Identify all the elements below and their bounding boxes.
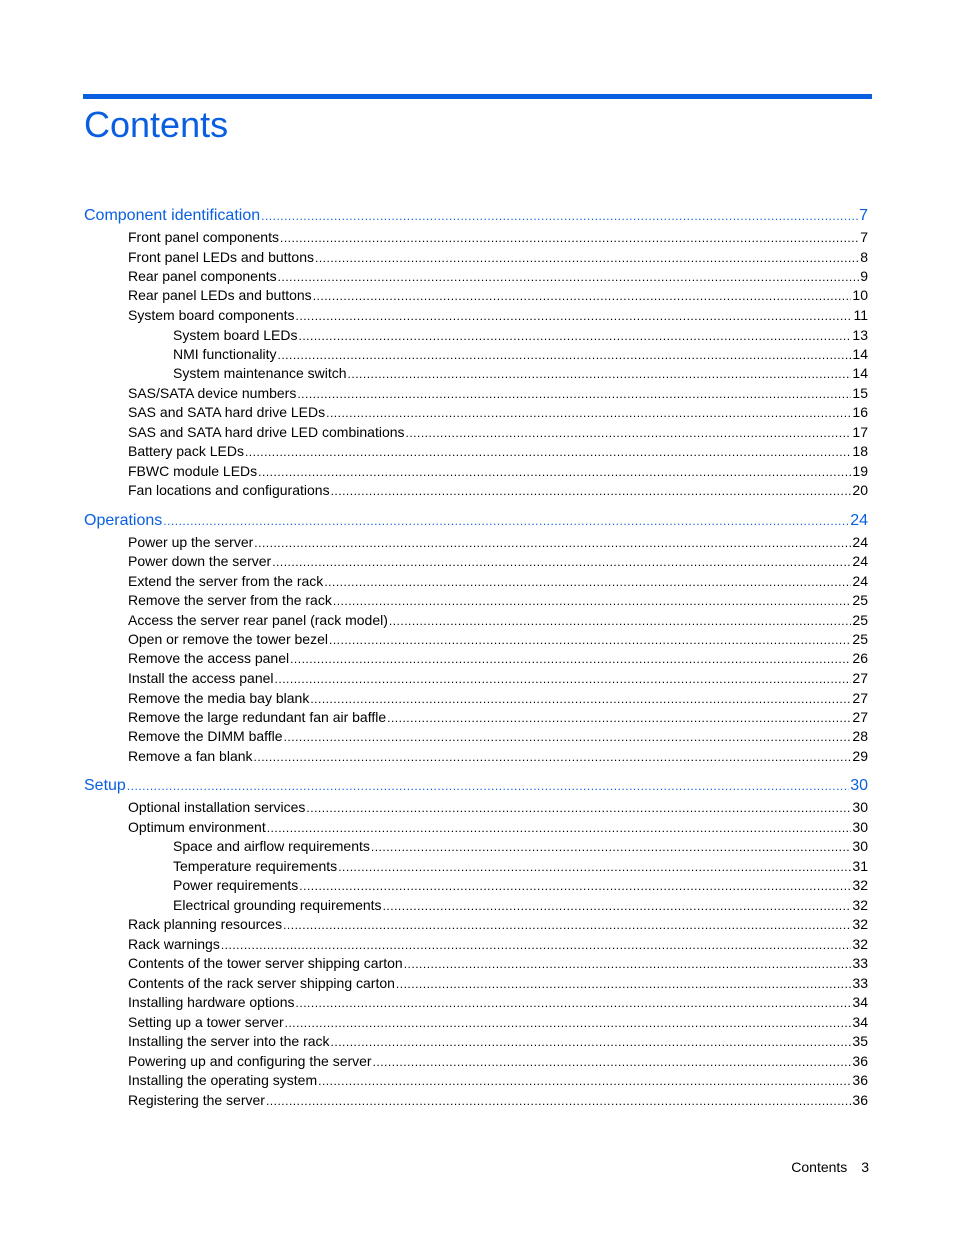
toc-entry-title: Remove a fan blank [128,748,253,764]
toc-entry-title: Fan locations and configurations [128,482,330,498]
toc-page-number: 10 [852,287,868,303]
toc-page-number: 33 [852,975,868,991]
toc-entry[interactable] [128,916,868,932]
toc-chapter[interactable] [84,777,868,795]
toc-entry-title: Installing the operating system [128,1072,318,1088]
toc-leader-dots [277,348,851,362]
toc-entry-title: Access the server rear panel (rack model) [128,612,388,628]
toc-entry-title: Installing the server into the rack [128,1033,330,1049]
toc-page-number: 9 [860,268,868,284]
toc-leader-dots [348,367,852,381]
toc-entry[interactable] [128,307,868,323]
toc-leader-dots [331,1035,852,1049]
toc-page-number: 14 [852,365,868,381]
toc-entry[interactable] [173,897,868,913]
toc-leader-dots [338,860,851,874]
toc-entry-title: Remove the media bay blank [128,690,310,706]
toc-entry-title: Rear panel LEDs and buttons [128,287,312,303]
toc-page-number: 34 [852,1014,868,1030]
toc-leader-dots [258,465,851,479]
toc-entry-title: Optimum environment [128,819,266,835]
toc-leader-dots [315,251,859,265]
toc-page-number: 15 [852,385,868,401]
toc-leader-dots [254,536,851,550]
toc-entry[interactable] [128,424,868,440]
toc-leader-dots [406,426,852,440]
toc-entry-title: Battery pack LEDs [128,443,244,459]
toc-page-number: 32 [852,897,868,913]
toc-entry[interactable] [128,1053,868,1069]
footer-label: Contents [791,1159,848,1175]
toc-leader-dots [278,270,860,284]
toc-entry[interactable] [128,612,868,628]
toc-page-number: 11 [853,307,868,323]
toc-page-number: 26 [852,650,868,666]
toc-entry[interactable] [128,404,868,420]
toc-page-number: 16 [852,404,868,420]
toc-entry-title: Rack warnings [128,936,220,952]
toc-entry[interactable] [128,955,868,971]
toc-entry-title: Install the access panel [128,670,274,686]
toc-entry-title: SAS and SATA hard drive LED combinations [128,424,405,440]
toc-leader-dots [254,750,852,764]
toc-entry[interactable] [128,1072,868,1088]
toc-entry[interactable] [128,728,868,744]
toc-leader-dots [387,711,851,725]
toc-page-number: 7 [859,207,868,224]
toc-page-number: 35 [852,1033,868,1049]
toc-entry-title: Operations [84,512,163,529]
toc-entry[interactable] [128,534,868,550]
toc-entry-title: Remove the server from the rack [128,592,332,608]
toc-entry[interactable] [173,327,868,343]
toc-page-number: 36 [852,1053,868,1069]
toc-leader-dots [299,329,852,343]
toc-entry[interactable] [128,249,868,265]
toc-leader-dots [261,209,858,223]
toc-entry[interactable] [128,385,868,401]
toc-entry[interactable] [128,1014,868,1030]
toc-leader-dots [324,575,851,589]
toc-leader-dots [326,406,851,420]
toc-entry-title: Setting up a tower server [128,1014,284,1030]
toc-entry-title: Contents of the tower server shipping carton [128,955,403,971]
page-footer [791,1159,869,1175]
toc-leader-dots [297,387,851,401]
toc-entry[interactable] [128,1033,868,1049]
toc-entry-title: Extend the server from the rack [128,573,324,589]
toc-entry-title: System board LEDs [173,327,298,343]
toc-leader-dots [396,977,852,991]
toc-page-number: 30 [852,838,868,854]
toc-page-number: 8 [860,249,868,265]
toc-entry[interactable] [128,592,868,608]
toc-page-number: 31 [852,858,868,874]
toc-entry-title: System maintenance switch [173,365,347,381]
toc-entry[interactable] [128,748,868,764]
toc-page-number: 36 [852,1092,868,1108]
toc-leader-dots [306,801,851,815]
toc-entry[interactable] [128,994,868,1010]
toc-page-number: 24 [850,512,868,529]
toc-page-number: 25 [852,592,868,608]
toc-page-number: 28 [852,728,868,744]
toc-chapter[interactable] [84,512,868,530]
toc-leader-dots [296,996,852,1010]
toc-leader-dots [383,899,852,913]
toc-leader-dots [245,445,851,459]
toc-entry[interactable] [128,1092,868,1108]
title-rule [83,94,872,99]
toc-entry-title: NMI functionality [173,346,277,362]
toc-entry[interactable] [128,650,868,666]
toc-page-number: 33 [852,955,868,971]
toc-entry[interactable] [173,858,868,874]
toc-entry[interactable] [128,463,868,479]
toc-leader-dots [285,1016,852,1030]
toc-leader-dots [280,231,859,245]
toc-page-number: 24 [852,573,868,589]
toc-leader-dots [299,879,851,893]
toc-entry[interactable] [173,838,868,854]
toc-page-number: 30 [852,819,868,835]
toc-entry-title: Power down the server [128,553,272,569]
toc-page-number: 36 [852,1072,868,1088]
toc-leader-dots [221,938,852,952]
toc-entry-title: Open or remove the tower bezel [128,631,328,647]
toc-page-number: 14 [852,346,868,362]
toc-entry-title: Registering the server [128,1092,265,1108]
toc-page-number: 30 [850,777,868,794]
toc-page-number: 32 [852,877,868,893]
toc-leader-dots [333,594,852,608]
toc-entry[interactable] [128,443,868,459]
toc-page-number: 24 [852,534,868,550]
toc-leader-dots [275,672,852,686]
footer-page-number: 3 [861,1159,869,1175]
toc-entry-title: Contents of the rack server shipping carton [128,975,395,991]
toc-entry[interactable] [173,877,868,893]
toc-entry-title: Powering up and configuring the server [128,1053,372,1069]
toc-entry[interactable] [128,670,868,686]
toc-entry-title: Temperature requirements [173,858,338,874]
toc-entry-title: Remove the DIMM baffle [128,728,283,744]
toc-leader-dots [318,1074,851,1088]
toc-entry-title: Remove the access panel [128,650,290,666]
toc-leader-dots [283,918,851,932]
toc-entry-title: Remove the large redundant fan air baffle [128,709,387,725]
toc-leader-dots [404,957,852,971]
toc-page-number: 32 [852,916,868,932]
toc-entry[interactable] [128,799,868,815]
toc-entry[interactable] [173,346,868,362]
toc-entry[interactable] [128,819,868,835]
toc-leader-dots [266,1094,851,1108]
toc-leader-dots [163,514,849,528]
toc-entry-title: Space and airflow requirements [173,838,370,854]
toc-entry[interactable] [173,365,868,381]
toc-leader-dots [373,1055,852,1069]
toc-entry-title: Installing hardware options [128,994,295,1010]
toc-leader-dots [296,309,853,323]
toc-entry-title: Front panel components [128,229,279,245]
toc-page-number: 30 [852,799,868,815]
toc-page-number: 34 [852,994,868,1010]
toc-leader-dots [290,652,851,666]
toc-page-number: 27 [852,709,868,725]
toc-page-number: 17 [852,424,868,440]
toc-entry-title: Optional installation services [128,799,306,815]
toc-entry-title: Power requirements [173,877,299,893]
toc-page-number: 32 [852,936,868,952]
toc-entry-title: Power up the server [128,534,254,550]
toc-leader-dots [371,840,852,854]
toc-leader-dots [331,484,852,498]
toc-entry[interactable] [128,975,868,991]
toc-page-number: 7 [860,229,868,245]
toc-entry-title: SAS/SATA device numbers [128,385,297,401]
toc-entry[interactable] [128,287,868,303]
toc-page-number: 27 [852,670,868,686]
toc-entry[interactable] [128,268,868,284]
toc-leader-dots [127,779,849,793]
toc-entry-title: Rack planning resources [128,916,283,932]
toc-page-number: 19 [852,463,868,479]
toc-leader-dots [272,555,851,569]
toc-leader-dots [329,633,851,647]
toc-chapter[interactable] [84,207,868,225]
page-title: Contents [84,104,229,145]
toc-entry-title: FBWC module LEDs [128,463,258,479]
toc-entry[interactable] [128,709,868,725]
toc-entry-title: Rear panel components [128,268,277,284]
toc-entry[interactable] [128,573,868,589]
toc-entry-title: Electrical grounding requirements [173,897,382,913]
toc-page-number: 20 [852,482,868,498]
toc-page-number: 18 [852,443,868,459]
toc-entry[interactable] [128,936,868,952]
toc-page-number: 25 [852,631,868,647]
toc-entry-title: Setup [84,777,126,794]
toc-entry[interactable] [128,631,868,647]
toc-page-number: 13 [852,327,868,343]
toc-entry[interactable] [128,229,868,245]
toc-page-number: 25 [852,612,868,628]
toc-leader-dots [389,614,852,628]
toc-page-number: 27 [852,690,868,706]
toc-leader-dots [310,692,851,706]
toc-leader-dots [267,821,852,835]
toc-leader-dots [313,289,852,303]
toc-leader-dots [284,730,852,744]
toc-entry[interactable] [128,553,868,569]
toc-entry-title: SAS and SATA hard drive LEDs [128,404,326,420]
toc-entry-title: System board components [128,307,295,323]
toc-page-number: 29 [852,748,868,764]
toc-page-number: 24 [852,553,868,569]
toc-entry-title: Component identification [84,207,261,224]
toc-entry[interactable] [128,482,868,498]
toc-entry[interactable] [128,690,868,706]
toc-entry-title: Front panel LEDs and buttons [128,249,315,265]
